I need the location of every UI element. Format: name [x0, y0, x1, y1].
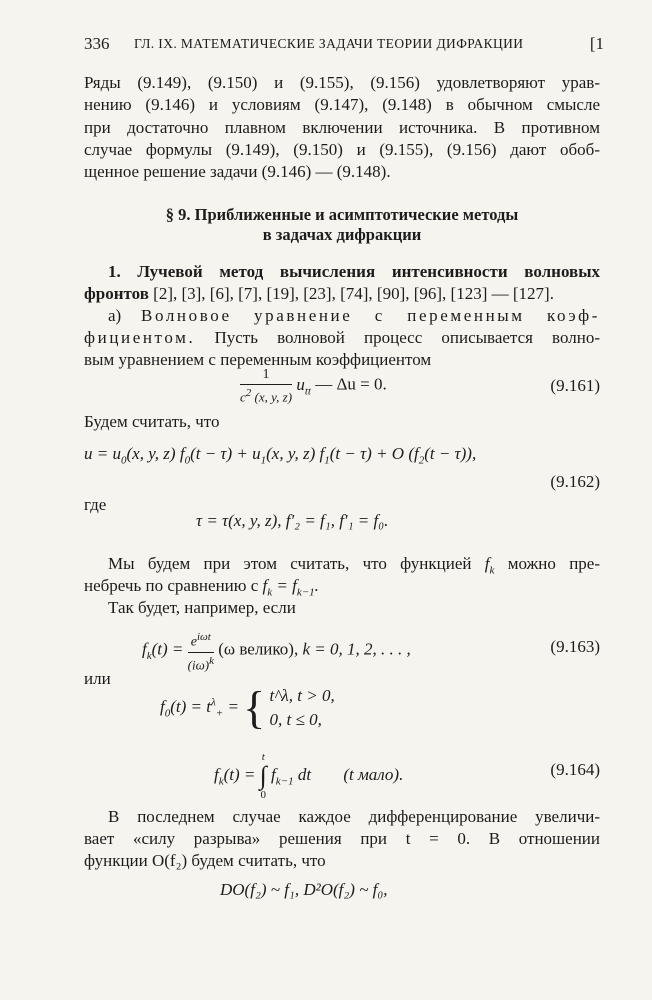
equation-last: DO(f₂) ~ f₁, D²O(f₂) ~ f₀,	[220, 880, 388, 899]
para-a-spaced-title: Волновое уравнение с переменным коэф-	[141, 306, 601, 325]
text-budem: Будем считать, что	[84, 412, 220, 431]
header-right-mark: [1	[589, 34, 604, 53]
fraction: $\frac{1}{c^2 (x, y, z)}$	[240, 367, 293, 405]
para-pren-text: можно пре-	[507, 554, 601, 573]
eq-9-164-note: (t мало).	[343, 764, 404, 784]
equation-number: (9.162)	[550, 472, 600, 491]
intro-line: случае формулы (9.149), (9.150) и (9.155), (9.156) дают обоб-	[84, 140, 600, 159]
case-1: t^λ, t > 0,	[269, 686, 335, 705]
word-gde: где	[84, 495, 107, 514]
fraction: $\frac{e^{i\omega t}}{(i\omega)^k}$	[188, 628, 214, 673]
subsection-title-text: 1. Лучевой метод вычисления интенсивности волновых	[108, 262, 600, 281]
equation-tau: τ = τ(x, y, z), f′₂ = f₁, f′₁ = f₀.	[196, 511, 389, 530]
inline-math: $f_k$	[484, 554, 495, 577]
page-number: 336	[84, 34, 110, 53]
last-line: вает «силу разрыва» решения при t = 0. В отношении	[84, 829, 600, 848]
intro-line: нению (9.146) и условиям (9.147), (9.148) в обычном смысле	[84, 95, 600, 114]
section-heading-line1: § 9. Приближенные и асимптотические методы	[165, 205, 519, 224]
brace: {	[243, 682, 266, 733]
intro-line: щенное решение задачи (9.146) — (9.148).	[84, 162, 391, 181]
equation-9-161: $\frac{1}{c^2 (x, y, z)}$ $u_{tt}$ — Δu = 0.	[240, 367, 387, 405]
para-a-line3: вым уравнением с переменным коэффициентом	[84, 350, 432, 369]
running-title: ГЛ. IX. МАТЕМАТИЧЕСКИЕ ЗАДАЧИ ТЕОРИИ ДИФРАКЦИИ	[134, 36, 524, 51]
running-header	[84, 34, 604, 56]
para-pren-text: Мы будем при этом считать, что функцией	[108, 554, 472, 573]
intro-line: при достаточно плавном включении источника. В противном	[84, 118, 600, 137]
equation-number: (9.164)	[550, 760, 600, 779]
para-pren-line3: Так будет, например, если	[108, 598, 296, 617]
intro-line: Ряды (9.149), (9.150) и (9.155), (9.156) удовлетворяют урав-	[84, 73, 600, 92]
case-2: 0, t ≤ 0,	[269, 710, 322, 729]
equation-number: (9.161)	[550, 376, 600, 395]
para-a-line1	[84, 305, 600, 327]
eq-9-161-rhs: — Δu = 0.	[315, 374, 387, 394]
word-ili: или	[84, 669, 111, 688]
subsection-refs: [2], [3], [6], [7], [19], [23], [74], [90], [96], [123] — [127].	[153, 284, 554, 303]
inline-math: $f_k = f_{k-1}$.	[262, 576, 319, 599]
equation-9-163: $f_k(t)$ = $\frac{e^{i\omega t}}{(i\omega)^k}$ (ω велико), k = 0, 1, 2, . . . ,	[142, 628, 411, 673]
equation-number: (9.163)	[550, 637, 600, 656]
equation-9-164-piecewise: $f_0(t) = t^\lambda_+$ = { t^λ, t > 0, 0, t ≤ 0,	[160, 682, 335, 733]
subsection-title	[84, 261, 600, 283]
section-heading-line2: в задачах дифракции	[262, 225, 422, 244]
equation-9-162: $u = u_0(x$, y, z) $f_0(t - \tau) + u_1(x$, y, z) $f_1(t - \tau) + O$ $(f_2(t - \tau))$,	[84, 444, 477, 467]
equation-9-164-integral: $f_k(t)$ = t ∫ 0 $f_{k-1}$ dt (t мало).	[214, 751, 404, 801]
para-a-rest: Пусть волновой процесс описывается волно-	[214, 328, 600, 347]
para-a-spaced-title2: фициентом.	[84, 328, 196, 347]
eq-9-163-note: (ω велико),	[218, 639, 299, 659]
para-pren-text: небречь по сравнению с	[84, 576, 259, 595]
last-line: функции O(f₂) будем считать, что	[84, 851, 326, 870]
last-line: В последнем случае каждое дифференцирование увеличи-	[108, 807, 600, 826]
para-a-label: а)	[108, 306, 122, 325]
para-a-line2	[84, 327, 600, 349]
subsection-title-text2: фронтов	[84, 284, 149, 303]
eq-9-163-k: k = 0, 1, 2, . . . ,	[302, 639, 411, 659]
subsection-title-line2	[84, 283, 600, 305]
